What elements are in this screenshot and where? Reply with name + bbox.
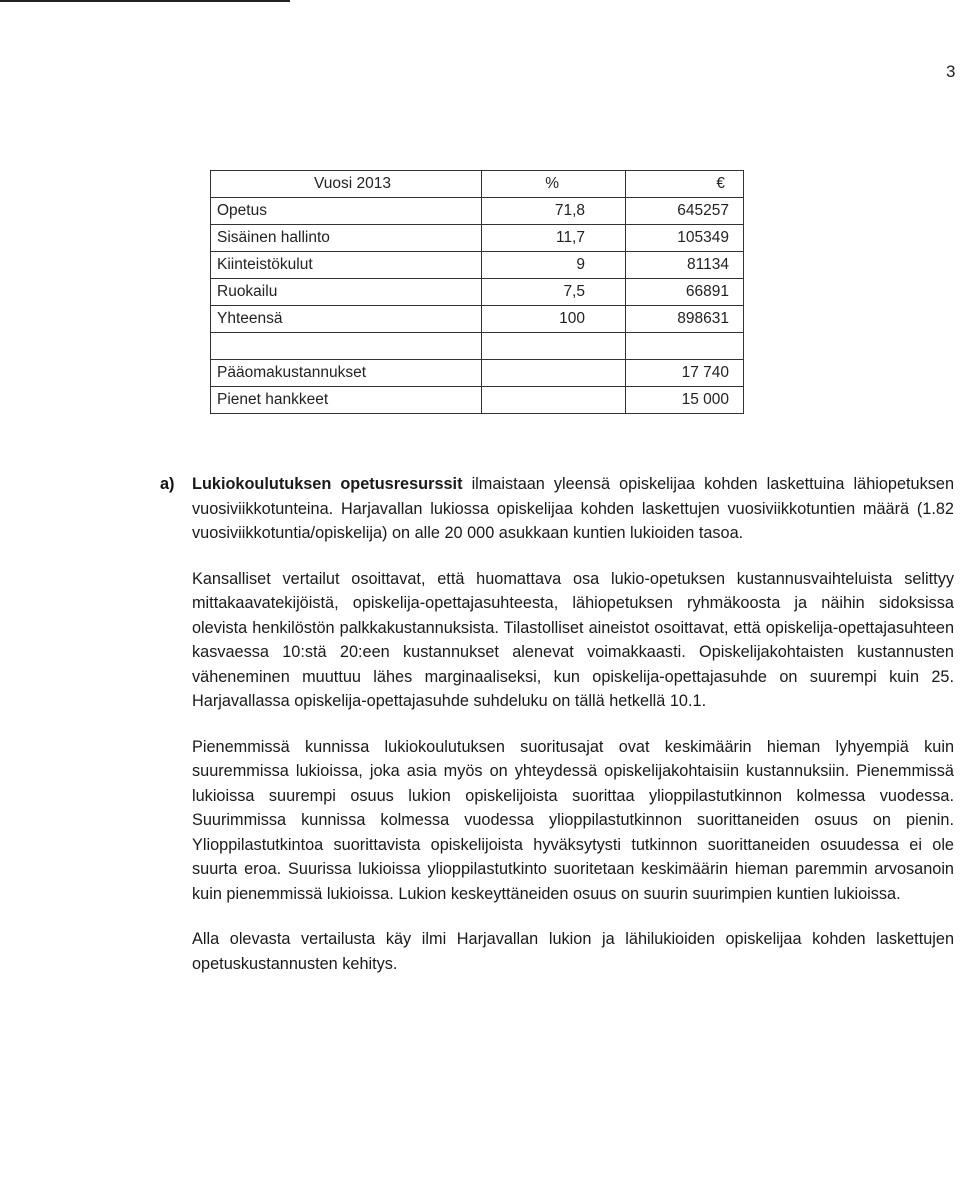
header-year: Vuosi 2013 bbox=[211, 171, 482, 198]
row-euro: 645257 bbox=[626, 198, 744, 225]
row-percent bbox=[482, 360, 626, 387]
row-label: Ruokailu bbox=[211, 279, 482, 306]
row-percent: 7,5 bbox=[482, 279, 626, 306]
paragraph-4: Alla olevasta vertailusta käy ilmi Harjavallan lukion ja lähilukioiden opiskelijaa kohden laskettujen opetuskustannusten kehitys. bbox=[192, 930, 954, 973]
table-row bbox=[211, 387, 744, 414]
paragraph-1 bbox=[192, 472, 954, 546]
row-label: Yhteensä bbox=[211, 306, 482, 333]
row-label: Pienet hankkeet bbox=[211, 387, 482, 414]
row-euro: 81134 bbox=[626, 252, 744, 279]
row-euro: 15 000 bbox=[626, 387, 744, 414]
row-percent bbox=[482, 333, 626, 360]
row-euro: 898631 bbox=[626, 306, 744, 333]
paragraph-2: Kansalliset vertailut osoittavat, että huomattava osa lukio-opetuksen kustannusvaihteluista selittyy mittakaavatekijöistä, opiskelija-opettajasuhteesta, lähiopetuksen ryhmäkoosta ja näihin sidoksissa olevista henkilöstön palkkakustannuksista. Tilastolliset aineistot osoittavat, että opiskelija-opettajasuhteen kasvaessa 10:stä 20:een kustannukset alenevat voimakkaasti. Opiskelijakohtaisten kustannusten väheneminen muuttuu lähes marginaaliseksi, kun opiskelija-opettajasuhde on suurempi kuin 25. Harjavallassa opiskelija-opettajasuhde suhdeluku on tällä hetkellä 10.1. bbox=[192, 569, 954, 710]
top-rule bbox=[0, 0, 290, 2]
paragraph-1-rest: ilmaistaan yleensä opiskelijaa kohden laskettuina lähiopetuksen vuosiviikkotunteina. Harjavallan lukiossa opiskelijaa kohden laskettujen vuosiviikkotuntien määrä (1.82 vuosiviikkotuntia/opiskelija) on alle 20 000 asukkaan kuntien lukioiden tasoa. bbox=[192, 475, 954, 542]
row-percent: 11,7 bbox=[482, 225, 626, 252]
table-row bbox=[211, 225, 744, 252]
row-label: Opetus bbox=[211, 198, 482, 225]
table-row bbox=[211, 306, 744, 333]
section-label: a) bbox=[160, 475, 175, 493]
row-label bbox=[211, 333, 482, 360]
row-label: Kiinteistökulut bbox=[211, 252, 482, 279]
row-percent bbox=[482, 387, 626, 414]
body-text bbox=[192, 472, 954, 997]
row-percent: 71,8 bbox=[482, 198, 626, 225]
table-row-empty bbox=[211, 333, 744, 360]
row-euro: 66891 bbox=[626, 279, 744, 306]
cost-table bbox=[210, 170, 744, 414]
row-label: Pääomakustannukset bbox=[211, 360, 482, 387]
table-row bbox=[211, 252, 744, 279]
row-euro: 17 740 bbox=[626, 360, 744, 387]
row-percent: 100 bbox=[482, 306, 626, 333]
table-row bbox=[211, 279, 744, 306]
header-percent: % bbox=[482, 171, 626, 198]
row-euro: 105349 bbox=[626, 225, 744, 252]
table-header-row bbox=[211, 171, 744, 198]
paragraph-3: Pienemmissä kunnissa lukiokoulutuksen suoritusajat ovat keskimäärin hieman lyhyempiä kuin suuremmissa lukioissa, joka asia myös on yhteydessä opiskelijakohtaisiin kustannuksiin. Pienemmissä lukioissa suurempi osuus lukion opiskelijoista suorittaa ylioppilastutkinnon kolmessa vuodessa. Suurimmissa kunnissa kolmessa vuodessa ylioppilastutkinnon suorittaneiden osuus on pienin. Ylioppilastutkintoa suorittavista opiskelijoista hyväksytysti tutkinnon suorittaneiden osuudessa ei ole suurta eroa. Suurissa lukioissa ylioppilastutkinto suoritetaan keskimäärin hieman paremmin arvosanoin kuin pienemmissä lukioissa. Lukion keskeyttäneiden osuus on suurin suurimpien kuntien lukioissa. bbox=[192, 737, 954, 903]
table-row bbox=[211, 198, 744, 225]
row-euro bbox=[626, 333, 744, 360]
page-number: 3 bbox=[946, 62, 956, 81]
table-row bbox=[211, 360, 744, 387]
header-euro: € bbox=[626, 171, 744, 198]
row-percent: 9 bbox=[482, 252, 626, 279]
row-label: Sisäinen hallinto bbox=[211, 225, 482, 252]
bold-lead: Lukiokoulutuksen opetusresurssit bbox=[192, 475, 463, 493]
